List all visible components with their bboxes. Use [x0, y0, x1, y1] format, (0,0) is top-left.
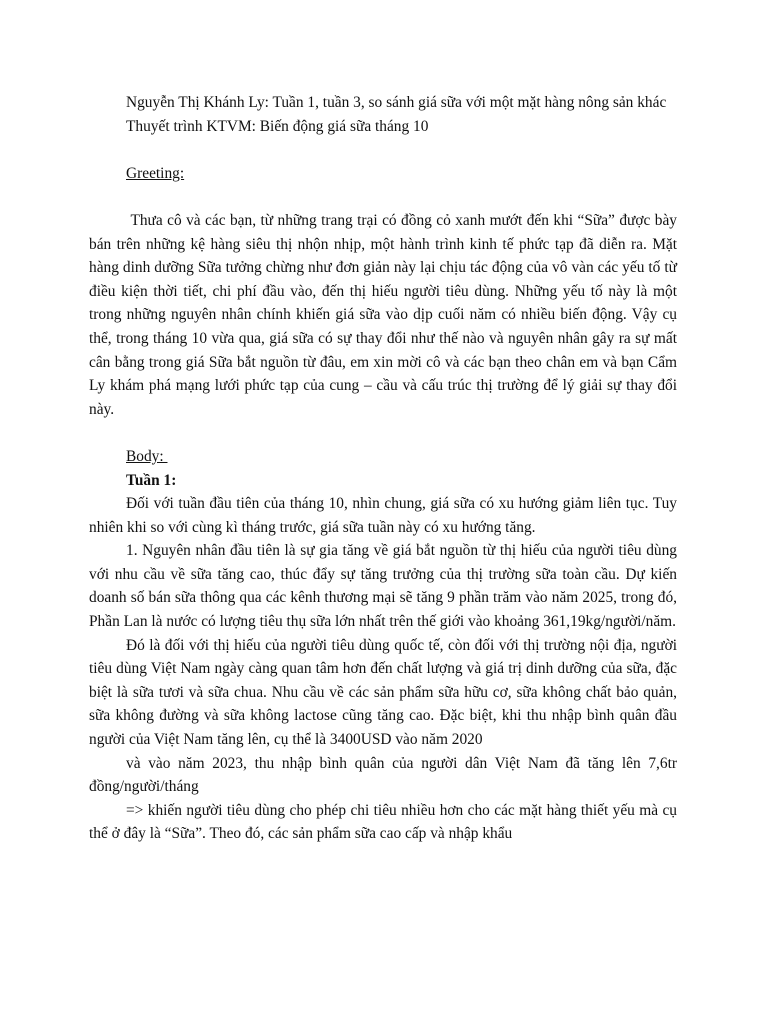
- greeting-paragraph: Thưa cô và các bạn, từ những trang trại có đồng cỏ xanh mướt đến khi “Sữa” được bày bán trên những kệ hàng siêu thị nhộn nhịp, một hành trình kinh tế phức tạp đã diễn ra. Mặt hàng dinh dưỡng Sữa tưởng chừng như đơn giản này lại chịu tác động của vô vàn các yếu tố từ điều kiện thời tiết, chi phí đầu vào, đến thị hiếu người tiêu dùng. Những yếu tố này là một trong những nguyên nhân chính khiến giá sữa vào dịp cuối năm có nhiều biến động. Vậy cụ thể, trong tháng 10 vừa qua, giá sữa có sự thay đổi như thế nào và nguyên nhân gây ra sự mất cân bằng trong giá Sữa bắt nguồn từ đâu, em xin mời cô và các bạn theo chân em và bạn Cẩm Ly khám phá mạng lưới phức tạp của cung – cầu và cấu trúc thị trường để lý giải sự thay đổi này.: [89, 211, 681, 418]
- body-paragraph: => khiến người tiêu dùng cho phép chi tiêu nhiều hơn cho các mặt hàng thiết yếu mà cụ thể ở đây là “Sữa”. Theo đó, các sản phẩm sữa cao cấp và nhập khẩu: [89, 801, 677, 843]
- body-heading-text: Body:: [126, 447, 168, 465]
- spacer: [89, 185, 677, 209]
- greeting-heading-text: Greeting:: [126, 164, 185, 182]
- week1-heading: Tuần 1:: [126, 471, 177, 489]
- body-paragraph: 1. Nguyên nhân đầu tiên là sự gia tăng về giá bắt nguồn từ thị hiếu của người tiêu dùng với nhu cầu về sữa tăng cao, thúc đẩy sự tăng trưởng của thị trường sữa toàn cầu. Dự kiến doanh số bán sữa thông qua các kênh thương mại sẽ tăng 9 phần trăm vào năm 2025, trong đó, Phần Lan là nước có lượng tiêu thụ sữa lớn nhất trên thế giới vào khoảng 361,19kg/người/năm.: [89, 542, 677, 631]
- document-body: [89, 91, 681, 846]
- body-paragraph: Đối với tuần đầu tiên của tháng 10, nhìn chung, giá sữa có xu hướng giảm liên tục. Tuy nhiên khi so với cùng kì tháng trước, giá sữa tuần này có xu hướng tăng.: [89, 495, 677, 536]
- author-line: Nguyễn Thị Khánh Ly: Tuần 1, tuần 3, so sánh giá sữa với một mặt hàng nông sản khác: [126, 94, 667, 111]
- presentation-title: Thuyết trình KTVM: Biến động giá sữa tháng 10: [126, 117, 429, 135]
- body-paragraph: Đó là đối với thị hiếu của người tiêu dùng quốc tế, còn đối với thị trường nội địa, người tiêu dùng Việt Nam ngày càng quan tâm hơn đến chất lượng và giá trị dinh dưỡng của sữa, đặc biệt là sữa tươi và sữa chua. Nhu cầu về các sản phẩm sữa hữu cơ, sữa không chất bảo quản, sữa không đường và sữa không lactose cũng tăng cao. Đặc biệt, khi thu nhập bình quân đầu người của Việt Nam tăng lên, cụ thể là 3400USD vào năm 2020: [89, 636, 677, 749]
- spacer: [89, 421, 677, 445]
- greeting-heading: [89, 162, 677, 186]
- spacer: [89, 138, 677, 162]
- body-heading: [89, 445, 677, 469]
- body-paragraph: và vào năm 2023, thu nhập bình quân của người dân Việt Nam đã tăng lên 7,6tr đồng/người/tháng: [89, 754, 677, 796]
